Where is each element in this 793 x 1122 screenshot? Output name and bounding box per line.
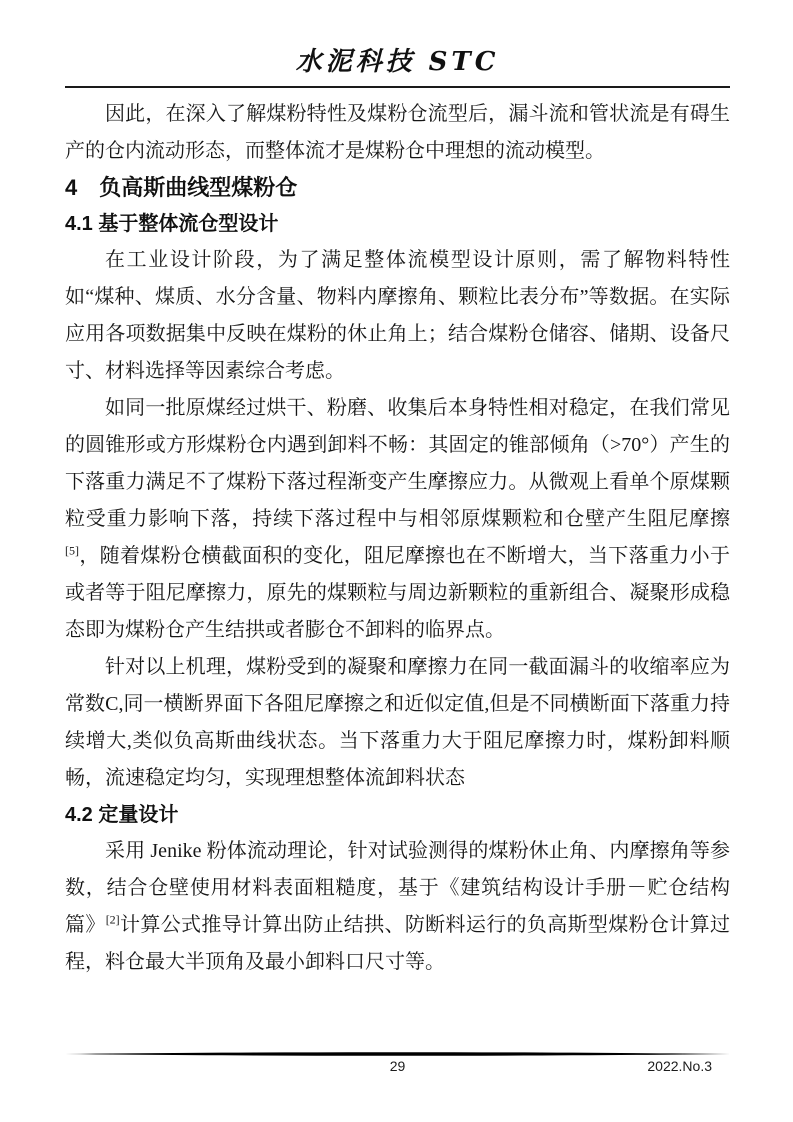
footer-rule <box>65 1051 730 1057</box>
issue-number: 2022.No.3 <box>647 1058 712 1074</box>
paragraph-friction-mechanism-text-after: ，随着煤粉仓横截面积的变化，阻尼摩擦也在不断增大，当下落重力小于或者等于阻尼摩擦力，原先的煤颗粒与周边新颗粒的重新组合、凝聚形成稳态即为煤粉仓产生结拱或者膨仓不卸料的临界点。 <box>65 545 730 641</box>
paragraph-design-basis: 在工业设计阶段，为了满足整体流模型设计原则，需了解物料特性如“煤种、煤质、水分含量、物料内摩擦角、颗粒比表分布”等数据。在实际应用各项数据集中反映在煤粉的休止角上；结合煤粉仓储容、储期、设备尺寸、材料选择等因素综合考虑。 <box>65 249 730 382</box>
header-rule <box>65 86 730 88</box>
page-footer <box>65 1051 730 1078</box>
paragraph-quantitative-design-text-after: 计算公式推导计算出防止结拱、防断料运行的负高斯型煤粉仓计算过程，料仓最大半顶角及最小卸料口尺寸等。 <box>65 914 730 973</box>
footer-row <box>65 1058 730 1078</box>
paragraph-gauss-curve: 针对以上机理，煤粉受到的凝聚和摩擦力在同一截面漏斗的收缩率应为常数C,同一横断界面下各阻尼摩擦之和近似定值,但是不同横断面下落重力持续增大,类似负高斯曲线状态。当下落重力大于阻尼摩擦力时，煤粉卸料顺畅，流速稳定均匀，实现理想整体流卸料状态 <box>65 656 730 789</box>
subsection-heading-4-1: 4.1 基于整体流仓型设计 <box>65 213 279 235</box>
article-body <box>65 96 730 981</box>
paragraph-friction-mechanism <box>65 390 730 649</box>
journal-title: 水泥科技 STC <box>295 47 500 77</box>
paragraph-friction-mechanism-text-before: 如同一批原煤经过烘干、粉磨、收集后本身特性相对稳定，在我们常见的圆锥形或方形煤粉仓内遇到卸料不畅：其固定的锥部倾角（>70°）产生的下落重力满足不了煤粉下落过程渐变产生摩擦应力。从微观上看单个原煤颗粒受重力影响下落，持续下落过程中与相邻原煤颗粒和仓壁产生阻尼摩擦 <box>65 397 730 530</box>
paragraph-quantitative-design-text-before: 采用 Jenike 粉体流动理论，针对试验测得的煤粉休止角、内摩擦角等参数，结合仓壁使用材料表面粗糙度，基于《建筑结构设计手册－贮仓结构篇》 <box>65 840 730 936</box>
section-heading-4: 4 负高斯曲线型煤粉仓 <box>65 175 298 200</box>
citation-ref-5: [5] <box>65 543 79 558</box>
paragraph-quantitative-design <box>65 833 730 981</box>
page-number: 29 <box>389 1058 406 1074</box>
citation-ref-2: [2] <box>105 912 120 927</box>
paragraph-intro: 因此，在深入了解煤粉特性及煤粉仓流型后，漏斗流和管状流是有碍生产的仓内流动形态，而整体流才是煤粉仓中理想的流动模型。 <box>65 103 730 162</box>
subsection-heading-4-2: 4.2 定量设计 <box>65 804 179 826</box>
page-header <box>65 0 730 88</box>
